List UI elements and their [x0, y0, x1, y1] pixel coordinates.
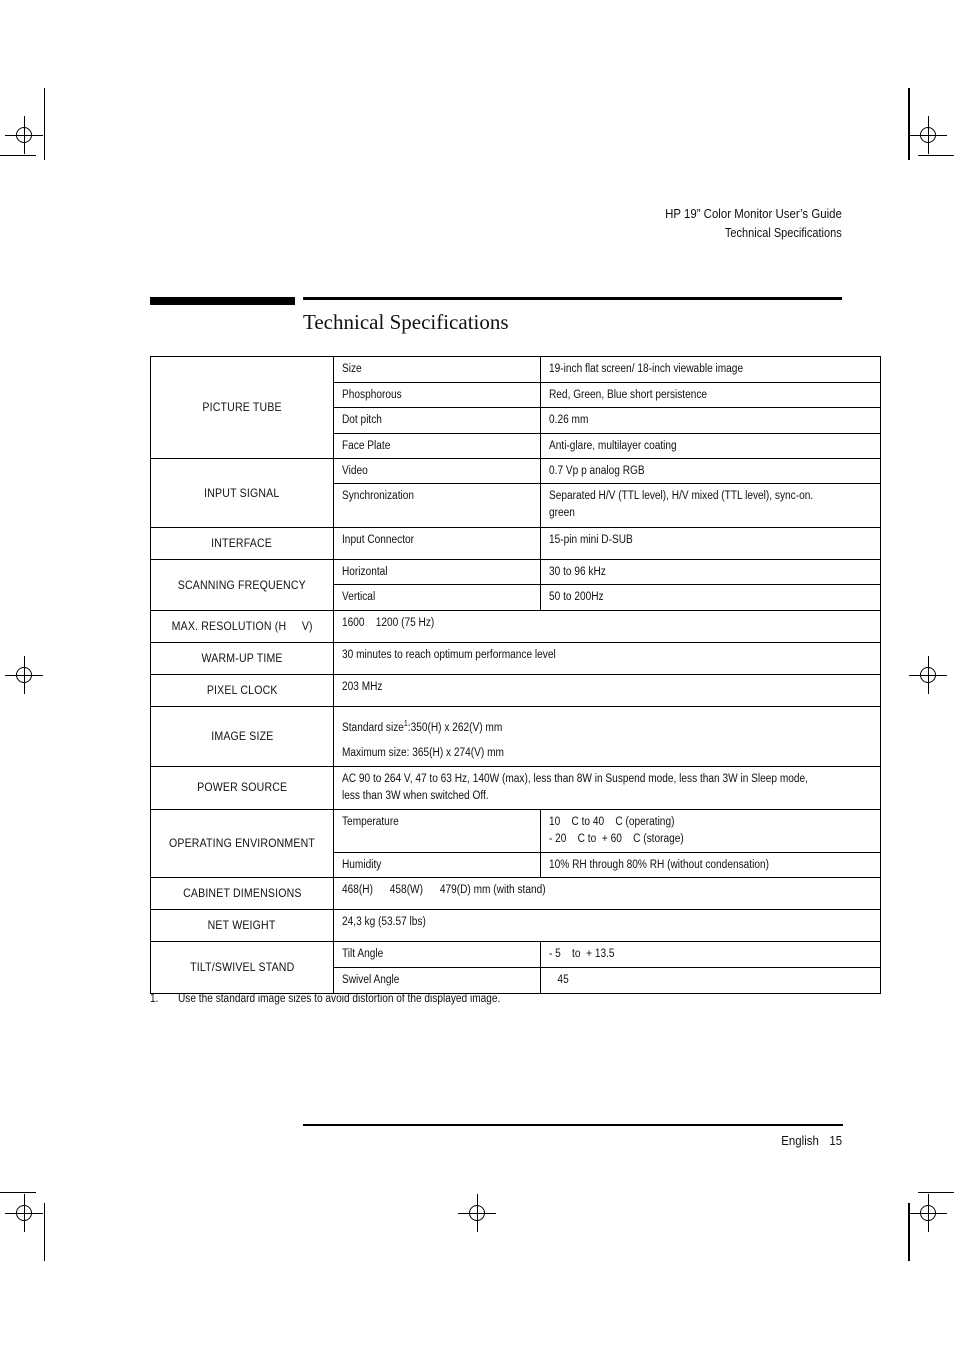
value-cell: 45 — [541, 967, 881, 993]
param-cell: Vertical — [334, 585, 541, 611]
category-pixel-clock: PIXEL CLOCK — [151, 675, 334, 707]
param-cell: Size — [334, 357, 541, 383]
footnote — [150, 993, 544, 1005]
footer-language: English — [781, 1133, 819, 1148]
value-cell: Standard size$^1$:350(H) x 262(V) mm Maximum size: 365(H) x 274(V) mm — [334, 707, 881, 767]
param-cell: Tilt Angle — [334, 941, 541, 967]
registration-mark-icon — [917, 664, 939, 686]
category-scanning-frequency: SCANNING FREQUENCY — [151, 560, 334, 611]
value-cell: 30 to 96 kHz — [541, 560, 881, 585]
value-cell: - 5 to + 13.5 — [541, 941, 881, 967]
value-cell: Red, Green, Blue short persistence — [541, 383, 881, 408]
value-cell: 0.26 mm — [541, 408, 881, 434]
footer-rule — [303, 1124, 843, 1126]
value-cell: 10 C to 40 C (operating) - 20 C to + 60 C (storage) — [541, 809, 881, 852]
section-title: Technical Specifications — [303, 310, 509, 334]
category-image-size: IMAGE SIZE — [151, 707, 334, 767]
spec-table — [150, 356, 881, 994]
crop-mark — [44, 1203, 45, 1261]
value-cell: 24,3 kg (53.57 lbs) — [334, 909, 881, 941]
param-cell: Dot pitch — [334, 408, 541, 434]
category-tilt-swivel-stand: TILT/SWIVEL STAND — [151, 941, 334, 993]
footnote-number: 1. — [150, 993, 159, 1005]
category-warm-up-time: WARM-UP TIME — [151, 643, 334, 675]
value-cell: 30 minutes to reach optimum performance level — [334, 643, 881, 675]
param-cell: Input Connector — [334, 528, 541, 560]
value-cell: 15-pin mini D-SUB — [541, 528, 881, 560]
category-input-signal: INPUT SIGNAL — [151, 459, 334, 528]
registration-mark-icon — [13, 1202, 35, 1224]
registration-mark-icon — [466, 1202, 488, 1224]
page-number: 15 — [829, 1133, 842, 1148]
page-footer — [781, 1133, 842, 1148]
value-cell: 0.7 Vp p analog RGB — [541, 459, 881, 484]
value-cell: 50 to 200Hz — [541, 585, 881, 611]
section-bar-left — [150, 297, 295, 305]
running-header-subtitle: Technical Specifications — [725, 226, 842, 240]
section-rule — [303, 297, 842, 300]
running-header-title: HP 19” Color Monitor User’s Guide — [665, 206, 842, 221]
param-cell: Phosphorous — [334, 383, 541, 408]
category-cabinet-dimensions: CABINET DIMENSIONS — [151, 877, 334, 909]
category-power-source: POWER SOURCE — [151, 766, 334, 809]
crop-mark — [44, 88, 45, 160]
footnote-text: Use the standard image sizes to avoid distortion of the displayed image. — [178, 993, 501, 1005]
registration-mark-icon — [917, 124, 939, 146]
value-cell: 10% RH through 80% RH (without condensation) — [541, 852, 881, 877]
value-cell: 1600 1200 (75 Hz) — [334, 611, 881, 643]
value-cell: 19-inch flat screen/ 18-inch viewable image — [541, 357, 881, 383]
value-cell: Separated H/V (TTL level), H/V mixed (TTL level), sync-on. green — [541, 484, 881, 528]
param-cell: Horizontal — [334, 560, 541, 585]
crop-mark — [908, 1203, 910, 1261]
registration-mark-icon — [13, 664, 35, 686]
param-cell: Face Plate — [334, 434, 541, 459]
value-cell: 468(H) 458(W) 479(D) mm (with stand) — [334, 877, 881, 909]
value-cell: Anti-glare, multilayer coating — [541, 434, 881, 459]
category-interface: INTERFACE — [151, 528, 334, 560]
crop-mark — [908, 88, 910, 160]
category-picture-tube: PICTURE TUBE — [151, 357, 334, 459]
category-net-weight: NET WEIGHT — [151, 909, 334, 941]
registration-mark-icon — [917, 1202, 939, 1224]
registration-mark-icon — [13, 124, 35, 146]
param-cell: Temperature — [334, 809, 541, 852]
crop-mark — [0, 1192, 36, 1193]
value-cell: 203 MHz — [334, 675, 881, 707]
category-max-resolution: MAX. RESOLUTION (H V) — [151, 611, 334, 643]
param-cell: Video — [334, 459, 541, 484]
crop-mark — [0, 155, 36, 156]
value-cell: AC 90 to 264 V, 47 to 63 Hz, 140W (max), less than 8W in Suspend mode, less than 3W in Sleep mode, less than 3W when switched Off. — [334, 766, 881, 809]
param-cell: Swivel Angle — [334, 967, 541, 993]
param-cell: Humidity — [334, 852, 541, 877]
crop-mark — [918, 1192, 954, 1193]
category-operating-environment: OPERATING ENVIRONMENT — [151, 809, 334, 877]
crop-mark — [918, 155, 954, 156]
param-cell: Synchronization — [334, 484, 541, 528]
